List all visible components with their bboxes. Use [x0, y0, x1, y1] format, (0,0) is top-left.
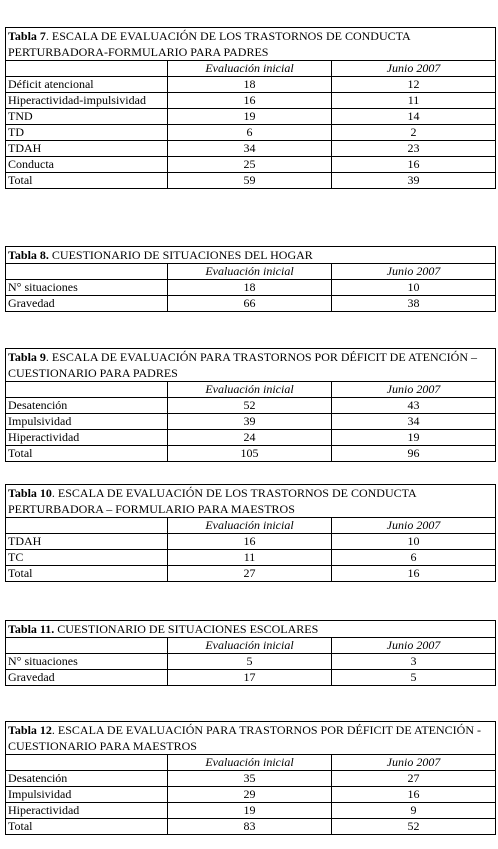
table-caption [6, 247, 496, 264]
header-initial: Evaluación inicial [168, 755, 332, 771]
header-row [6, 264, 496, 280]
row-label: Desatención [6, 398, 168, 414]
row-label: TDAH [6, 141, 168, 157]
value-june: 96 [332, 446, 496, 462]
table-7 [5, 27, 496, 189]
row-label: Total [6, 566, 168, 582]
table-row [6, 280, 496, 296]
table-row [6, 125, 496, 141]
table-12 [5, 721, 496, 835]
value-initial: 19 [168, 803, 332, 819]
table-row [6, 550, 496, 566]
row-label: Impulsividad [6, 414, 168, 430]
header-initial: Evaluación inicial [168, 61, 332, 77]
value-initial: 17 [168, 670, 332, 686]
table-11 [5, 620, 496, 686]
row-label: Total [6, 173, 168, 189]
row-label: Déficit atencional [6, 77, 168, 93]
table-row [6, 771, 496, 787]
table-title: . ESCALA DE EVALUACIÓN PARA TRASTORNOS POR DÉFICIT DE ATENCIÓN – CUESTIONARIO PARA PADRES [8, 350, 477, 380]
header-june: Junio 2007 [332, 518, 496, 534]
table-title: . ESCALA DE EVALUACIÓN DE LOS TRASTORNOS DE CONDUCTA PERTURBADORA-FORMULARIO PARA PADRES [8, 29, 410, 59]
value-initial: 27 [168, 566, 332, 582]
value-june: 16 [332, 157, 496, 173]
table-row [6, 670, 496, 686]
value-june: 38 [332, 296, 496, 312]
header-row [6, 638, 496, 654]
table-label: Tabla 7 [8, 29, 46, 43]
value-initial: 35 [168, 771, 332, 787]
row-label: TDAH [6, 534, 168, 550]
row-label: TD [6, 125, 168, 141]
table-row [6, 398, 496, 414]
table-label: Tabla 9 [8, 350, 46, 364]
table-row [6, 173, 496, 189]
table-caption-row [6, 621, 496, 638]
value-initial: 16 [168, 534, 332, 550]
header-june: Junio 2007 [332, 755, 496, 771]
table-caption [6, 485, 496, 518]
table-caption-row [6, 247, 496, 264]
table-label: Tabla 12 [8, 723, 52, 737]
value-june: 6 [332, 550, 496, 566]
header-initial: Evaluación inicial [168, 638, 332, 654]
header-blank [6, 382, 168, 398]
table-label: Tabla 11. [8, 622, 55, 636]
value-initial: 5 [168, 654, 332, 670]
value-june: 10 [332, 534, 496, 550]
table-title: . ESCALA DE EVALUACIÓN DE LOS TRASTORNOS DE CONDUCTA PERTURBADORA – FORMULARIO PARA MAESTROS [8, 486, 416, 516]
row-label: Total [6, 819, 168, 835]
value-june: 14 [332, 109, 496, 125]
table-caption [6, 28, 496, 61]
value-june: 9 [332, 803, 496, 819]
value-june: 2 [332, 125, 496, 141]
table-row [6, 446, 496, 462]
table-row [6, 803, 496, 819]
table-10 [5, 484, 496, 582]
row-label: Hiperactividad [6, 430, 168, 446]
row-label: Conducta [6, 157, 168, 173]
row-label: N° situaciones [6, 654, 168, 670]
header-blank [6, 518, 168, 534]
header-june: Junio 2007 [332, 638, 496, 654]
value-initial: 66 [168, 296, 332, 312]
row-label: Desatención [6, 771, 168, 787]
table-row [6, 414, 496, 430]
value-june: 34 [332, 414, 496, 430]
header-initial: Evaluación inicial [168, 518, 332, 534]
value-june: 5 [332, 670, 496, 686]
header-june: Junio 2007 [332, 61, 496, 77]
value-initial: 19 [168, 109, 332, 125]
table-caption-row [6, 485, 496, 518]
table-label: Tabla 10 [8, 486, 52, 500]
value-initial: 25 [168, 157, 332, 173]
header-june: Junio 2007 [332, 264, 496, 280]
value-initial: 18 [168, 280, 332, 296]
table-caption [6, 349, 496, 382]
table-row [6, 534, 496, 550]
value-initial: 11 [168, 550, 332, 566]
value-initial: 16 [168, 93, 332, 109]
value-initial: 29 [168, 787, 332, 803]
table-row [6, 566, 496, 582]
header-initial: Evaluación inicial [168, 382, 332, 398]
header-row [6, 61, 496, 77]
table-row [6, 296, 496, 312]
table-title: CUESTIONARIO DE SITUACIONES ESCOLARES [54, 622, 319, 636]
value-initial: 6 [168, 125, 332, 141]
row-label: TC [6, 550, 168, 566]
table-caption-row [6, 28, 496, 61]
value-initial: 83 [168, 819, 332, 835]
value-initial: 105 [168, 446, 332, 462]
header-initial: Evaluación inicial [168, 264, 332, 280]
header-blank [6, 61, 168, 77]
value-june: 10 [332, 280, 496, 296]
value-initial: 18 [168, 77, 332, 93]
row-label: Hiperactividad [6, 803, 168, 819]
table-row [6, 77, 496, 93]
value-june: 23 [332, 141, 496, 157]
table-row [6, 109, 496, 125]
table-8 [5, 246, 496, 312]
value-june: 3 [332, 654, 496, 670]
header-row [6, 518, 496, 534]
row-label: Hiperactividad-impulsividad [6, 93, 168, 109]
row-label: Impulsividad [6, 787, 168, 803]
value-june: 27 [332, 771, 496, 787]
header-june: Junio 2007 [332, 382, 496, 398]
value-initial: 39 [168, 414, 332, 430]
value-initial: 59 [168, 173, 332, 189]
value-initial: 34 [168, 141, 332, 157]
table-row [6, 654, 496, 670]
table-label: Tabla 8. [8, 248, 49, 262]
table-row [6, 157, 496, 173]
table-caption [6, 722, 496, 755]
header-blank [6, 755, 168, 771]
header-row [6, 755, 496, 771]
value-june: 43 [332, 398, 496, 414]
row-label: Gravedad [6, 670, 168, 686]
row-label: N° situaciones [6, 280, 168, 296]
row-label: TND [6, 109, 168, 125]
value-june: 52 [332, 819, 496, 835]
table-row [6, 819, 496, 835]
value-june: 19 [332, 430, 496, 446]
value-june: 12 [332, 77, 496, 93]
value-june: 39 [332, 173, 496, 189]
table-row [6, 430, 496, 446]
header-blank [6, 638, 168, 654]
table-caption-row [6, 349, 496, 382]
table-row [6, 787, 496, 803]
table-row [6, 93, 496, 109]
table-9 [5, 348, 496, 462]
table-title: CUESTIONARIO DE SITUACIONES DEL HOGAR [48, 248, 313, 262]
table-caption [6, 621, 496, 638]
header-blank [6, 264, 168, 280]
header-row [6, 382, 496, 398]
table-title: . ESCALA DE EVALUACIÓN PARA TRASTORNOS POR DÉFICIT DE ATENCIÓN - CUESTIONARIO PARA MAESTROS [8, 723, 481, 753]
value-june: 11 [332, 93, 496, 109]
table-row [6, 141, 496, 157]
row-label: Gravedad [6, 296, 168, 312]
value-initial: 24 [168, 430, 332, 446]
value-june: 16 [332, 566, 496, 582]
row-label: Total [6, 446, 168, 462]
value-initial: 52 [168, 398, 332, 414]
table-caption-row [6, 722, 496, 755]
value-june: 16 [332, 787, 496, 803]
